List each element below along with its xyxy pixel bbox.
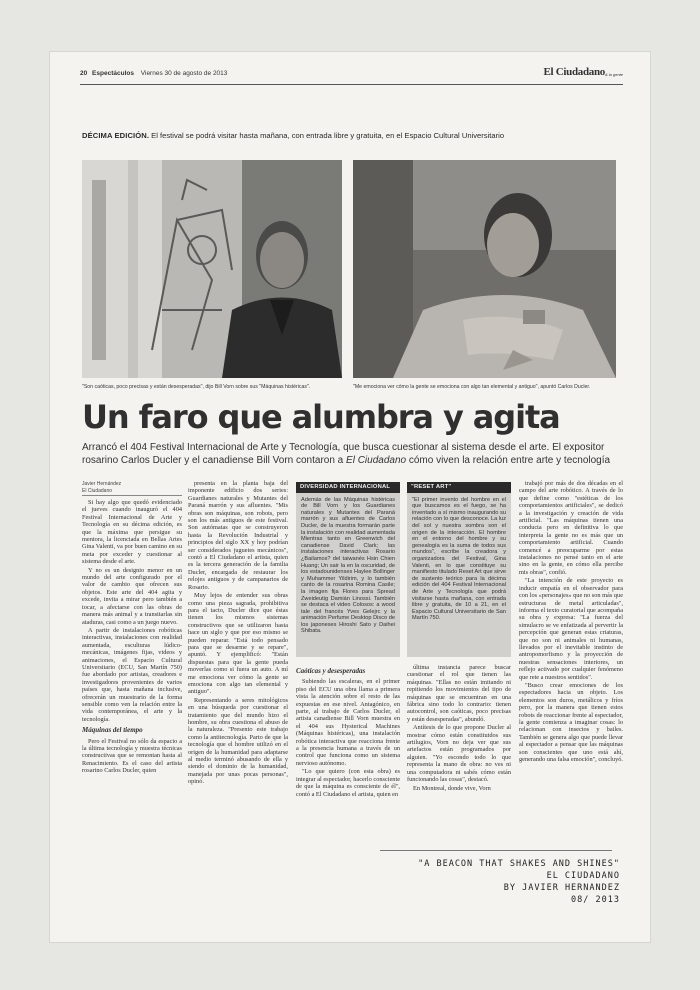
sidebar-box-diversidad: [296, 482, 400, 657]
paragraph: Y no es un designio menor en un mundo del arte configurado por el valor de cambio que ofrecen sus objetos. Este arte del 404 agita y excede, invita a mirar pero también a tocar, a afectarse con las obras de manera más animal y a transitarlas sin ataduras, casi como a un juego nuevo.: [82, 566, 182, 626]
kicker-label: DÉCIMA EDICIÓN.: [82, 131, 150, 140]
translation-credit: [418, 858, 620, 906]
newspaper-page: [50, 52, 650, 942]
translation-outlet: EL CIUDADANO: [546, 871, 620, 881]
page-folio: [80, 66, 623, 85]
sidebar-box-body: Además de las Máquinas histéricas de Bill Vorn y los Guardianes naturales y Mutantes del Paraná marrón y sus afluentes de Carlos Ducler, de la muestra formarán parte la instalación con realidad aumentada Mientras tanto en Greenwich del canadiense David Clark; las instalaciones interactivas Rosario ¿Bailamos? del taiwanés Hsin Chien Huang; Un sair la en la oscuridad, de los estadounidenses Haylee Bollinger y Muhammer Yildirim, y lo también canto de la rosarina Romina Casile; la imagen fija Flores para Spread Zweideutig Damián Linossi. También se destaca el video Colosos: a wood tale del francés Yves Gelejrc y la animación Perfume Desktop Disco de los japoneses Hiroshi Sato y Daihei Shibata.: [301, 496, 395, 635]
sidebar-box-reset-art: [407, 482, 511, 657]
paragraph: Representando a seres mitológicos en una búsqueda por cuestionar el tratamiento que del mundo hizo el hombre, su obra cuestiona el abuso de la naturaleza. "Presento este trabajo como la antitecnología. Parto de que la tecnología que el hombre utilizó en el origen de la humanidad para adaptarse al medio terminó abusando de ella y siendo el dominio de la humanidad, manejada por unas pocas personas", opinó.: [188, 696, 288, 786]
paragraph: "Lo que quiero (con esta obra) es integrar al espectador, hacerlo consciente de que la máquina es consciente de él", contó a El Ciudadano el artista, quien en: [296, 768, 400, 798]
page-number: 20: [80, 70, 88, 77]
article-column-1: [82, 499, 182, 891]
photo-carlos-ducler: [353, 160, 616, 378]
paragraph: "Busco crear emociones de los espectadores hacia un objeto. Los elementos son duros, metálicos y fríos pero, por la manera que tienen estos robots de reaccionar frente al espectador, la gente comienza a imaginar cosas: lo relacionan con insectos y bailes. También se genera algo que puede llevar al espectador a pensar que las máquinas son conscientes que uno está ahí, generando una falsa emoción", concluyó.: [519, 681, 623, 764]
photo-bill-vorn: [82, 160, 342, 378]
paragraph: En Montreal, donde vive, Vorn: [413, 784, 491, 792]
deck-subtitle: [82, 442, 627, 467]
kicker-text: El festival se podrá visitar hasta mañana, con entrada libre y gratuita, en el Espacio Cultural Universitario: [151, 131, 505, 140]
sidebar-box-title: "RESET ART": [407, 482, 511, 493]
photo-caption-right: "Me emociona ver cómo la gente se emociona con algo tan elemental y antiguo", apuntó Carlos Ducler.: [353, 384, 591, 390]
paragraph: última instancia parece buscar cuestionar el rol que tienen las máquinas. "Ellas no están imitando ni repitiendo los movimientos del tipo de máquinas que se encuentran en una fábrica sino todo lo contrario: tienen autocontrol, son caóticas, poco precisas y están desesperadas", abundó.: [407, 664, 511, 723]
paragraph: A partir de instalaciones robóticas interactivas, instalaciones con realidad aumentada, esculturas lúdico-mecánicas, imágenes fijas, videos y animaciones, el Espacio Cultural Universitario (ECU, San Martín 750) fue abordado por artistas, creadores e investigadores provenientes de varios países que, hasta mañana inclusive, ofrecerán un muestrario de la forma sensible como ven la relación entre la vida contemporánea, el arte y la tecnología.: [82, 626, 182, 723]
article-column-3: [296, 664, 400, 891]
translation-date: 08/ 2013: [571, 895, 620, 905]
article-column-5: [519, 480, 623, 891]
sidebar-box-body: "El primer invento del hombre en el que buscamos es el fuego, se ha inventado a sí mismo inaugurando su relación con lo que desconoce. La luz del sol y nuestra sombra son el origen de la interacción. El hombre en el entorno del hombre y su genealogía es la suma de todos sus mundos", escribe la creadora y organizadora del Festival, Gina Valenti, en lo que constituye su manifiesto titulado Reset Art que sirve de sustento teórico para la décima edición del 404 Festival Internacional de Arte y Tecnología que podrá visitarse hasta mañana, con entrada libre y gratuita, de 10 a 21, en el Espacio Cultural Universitario de San Martín 750.: [412, 496, 506, 622]
footer-rule: [380, 850, 612, 851]
sidebar-box-title: DIVERSIDAD INTERNACIONAL: [296, 482, 400, 493]
photo-bill-vorn-image: [82, 160, 342, 378]
section-name: Espectáculos: [92, 70, 134, 77]
paragraph: Muy lejos de entender sus obras como una pieza sagrada, prohibitiva para el tacto, Ducler dice que éstas tienen los mismos sistemas constructivos que se utilizaron hasta hace un siglo y que por eso mismo se pueden reparar. "Está todo pensado para que se desarme y se repare", apuntó. Y ejemplificó: "Están dispuestas para que la gente pueda moverlas como si fuera un auto. A mí me emociona ver cómo la gente se emociona con algo tan elemental y antiguo".: [188, 592, 288, 696]
paragraph: Subiendo las escaleras, en el primer piso del ECU una obra llama a primera vista la atención sobre el resto de las expuestas en ese nivel. Antagónico, en parte, al trabajo de Carlos Ducler, el artista canadiense Bill Vorn muestra en el 404 sus Hysterical Machines (Máquinas histéricas), una instalación robótica interactiva que reacciona frente a la presencia humana a través de un control que funciona como un sistema nervioso autónomo.: [296, 678, 400, 767]
deck-text-end: cómo viven la relación entre arte y tecnología: [406, 454, 611, 466]
article-column-2: [188, 480, 288, 891]
paragraph: Antítesis de lo que propone Ducler al mostrar cómo están constituidos sus artilugios, Vorn no deja ver que sus artefactos están programados por alguien. "Yo escondo todo lo que representa la mano de obra: no ves ni una computadora ni sabés cómo están funcionando las cosas", destacó.: [407, 724, 511, 784]
paragraph: presenta en la planta baja del imponente edificio dos series: Guardianes naturales y Mutantes del Paraná marrón y sus afluentes. "Mis obras son máquinas, son robots, pero son los más antiguos de este festival. Son autómatas que se construyeron hasta la Revolución Industrial y principios del siglo XX y hoy podrían ser considerados juguetes mecánicos", contó a El Ciudadano el artista, quien es la tercera generación de la familia Ducler, encargada de restaurar los relojes antiguos y de campanarios de Rosario.: [188, 480, 288, 591]
newspaper-logo: El Ciudadano: [543, 66, 605, 78]
issue-date: Viernes 30 de agosto de 2013: [140, 70, 228, 77]
newspaper-tagline: & la gente: [604, 72, 623, 77]
photo-carlos-ducler-image: [353, 160, 616, 378]
kicker-line: [82, 131, 622, 140]
translation-author: BY JAVIER HERNANDEZ: [503, 883, 620, 893]
deck-text-start: Arrancó el 404 Festival Internacional de Arte y Tecnología, que busca cuestionar al sistema desde el arte. El expositor rosarino Carlos Ducler y el canadiense Bill Vorn contaron a: [82, 442, 605, 466]
paragraph: Pero el Festival no sólo da espacio a la última tecnología y muestra técnicas constructivas que se remontan hasta al Renacimiento. Es el caso del artista rosarino Carlos Ducler, quien: [82, 737, 182, 775]
deck-paper-name: El Ciudadano: [346, 454, 407, 466]
paragraph: "La intención de este proyecto es inducir empatía en el observador para con los «personajes» que no son más que estructuras de metal articuladas", informa el texto curatorial que acompaña su obra y expresa: "La fuerza del simulacro se ve enfatizada al pervertir la percepción que generan estas criaturas, que no son ni animales ni humanas, llevados por el inevitable instinto de antropomorfismo y la proyección de nuestras sensaciones interiores, un reflejo activado por cualquier fenómeno que rete a nuestros sentidos".: [519, 577, 623, 681]
byline-author: Javier Hernández: [82, 481, 122, 487]
subheading: Máquinas del tiempo: [82, 726, 143, 735]
byline-outlet: El Ciudadano: [82, 488, 113, 494]
headline: Un faro que alumbra y agita: [82, 398, 560, 436]
paragraph: trabajó por más de dos décadas en el campo del arte robótico. A través de lo que define como "estéticas de los comportamientos artificiales", se dedicó a la investigación y creación de vida artificial. "Las máquinas tienen una conducta pero en definitiva lo que interpreta la gente no es más que un comportamiento artificial. Cuando comencé a preocuparme por estas instalaciones no pensé tanto en el arte sino en la gente, en cómo ella percibe mis obras", confió.: [519, 480, 623, 576]
photo-caption-left: "Son caóticas, poco precisas y están desesperadas", dijo Bill Vorn sobre sus "Máquinas histéricas".: [82, 384, 311, 390]
translation-title: "A BEACON THAT SHAKES AND SHINES": [418, 859, 620, 869]
article-column-4: [407, 664, 511, 891]
subheading: Caóticas y desesperadas: [296, 667, 366, 675]
byline: [82, 481, 182, 496]
paragraph: Si hay algo que quedó evidenciado el jueves cuando inauguró el 404 Festival Internacional de Arte y Tecnología en su décima edición, es que la máxima que persigue su mentora, la licenciada en Bellas Artes Gina Valenti, va por buen camino en su meta por exceder y cuestionar al sistema desde el arte.: [82, 499, 182, 566]
